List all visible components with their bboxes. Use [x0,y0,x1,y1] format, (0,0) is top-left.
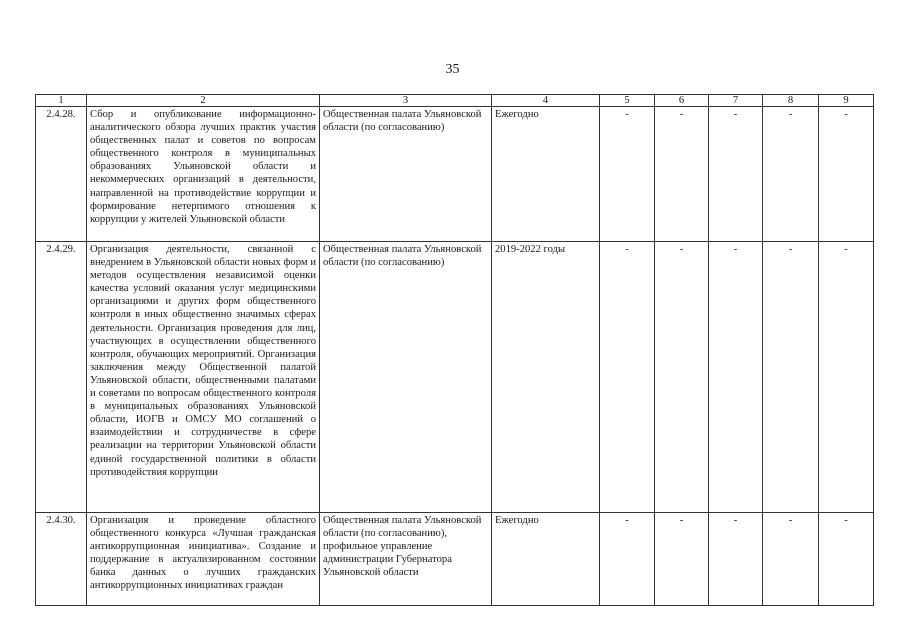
funding-cell: - [655,513,709,606]
table-row [36,107,874,242]
header-cell: 4 [492,95,600,107]
funding-cell: - [709,242,763,513]
funding-cell: - [763,242,819,513]
responsible-executor: Общественная палата Ульяновской области (по согласованию) [320,242,492,513]
funding-cell: - [763,513,819,606]
header-cell: 9 [819,95,874,107]
header-cell: 1 [36,95,87,107]
funding-cell: - [655,107,709,242]
funding-cell: - [819,107,874,242]
funding-cell: - [600,107,655,242]
item-number: 2.4.30. [36,513,87,606]
header-cell: 5 [600,95,655,107]
measure-description: Сбор и опубликование информационно-аналитического обзора лучших практик участия общественных палат и советов по вопросам общественного контроля в муниципальных образованиях Ульяновской области и некоммерческих организаций в деятельности, направленной на противодействие коррупции и формирование нетерпимого отношения к коррупции у жителей Ульяновской области [87,107,320,242]
measures-table [35,94,874,606]
header-row [36,95,874,107]
funding-cell: - [600,513,655,606]
funding-cell: - [709,513,763,606]
page-number: 35 [445,62,460,77]
header-cell: 3 [320,95,492,107]
table-row [36,513,874,606]
table-row [36,242,874,513]
funding-cell: - [819,242,874,513]
item-number: 2.4.28. [36,107,87,242]
responsible-executor: Общественная палата Ульяновской области (по согласованию) [320,107,492,242]
funding-cell: - [819,513,874,606]
execution-term: Ежегодно [492,107,600,242]
funding-cell: - [600,242,655,513]
measure-description: Организация и проведение областного общественного конкурса «Лучшая гражданская антикоррупционная инициатива». Создание и поддержание в актуализированном состоянии банка данных о лучших гражданских антикоррупционных инициативах граждан [87,513,320,606]
funding-cell: - [763,107,819,242]
funding-cell: - [709,107,763,242]
funding-cell: - [655,242,709,513]
header-cell: 7 [709,95,763,107]
header-cell: 6 [655,95,709,107]
item-number: 2.4.29. [36,242,87,513]
header-cell: 2 [87,95,320,107]
header-cell: 8 [763,95,819,107]
execution-term: 2019-2022 годы [492,242,600,513]
responsible-executor: Общественная палата Ульяновской области (по согласованию), профильное управление администрации Губернатора Ульяновской области [320,513,492,606]
execution-term: Ежегодно [492,513,600,606]
measure-description: Организация деятельности, связанной с внедрением в Ульяновской области новых форм и методов осуществления независимой оценки качества условий оказания услуг медицинскими организациями и других форм общественного контроля в иных общественно значимых сферах деятельности. Организация проведения для лиц, участвующих в осуществлении общественного контроля, обучающих мероприятий. Организация заключения между Общественной палатой Ульяновской области, общественными палатами и советами по вопросам общественного контроля в муниципальных образованиях Ульяновской области, ИОГВ и ОМСУ МО соглашений о взаимодействии и сотрудничестве в сфере реализации на территории Ульяновской области единой государственной политики в области противодействия коррупции [87,242,320,513]
